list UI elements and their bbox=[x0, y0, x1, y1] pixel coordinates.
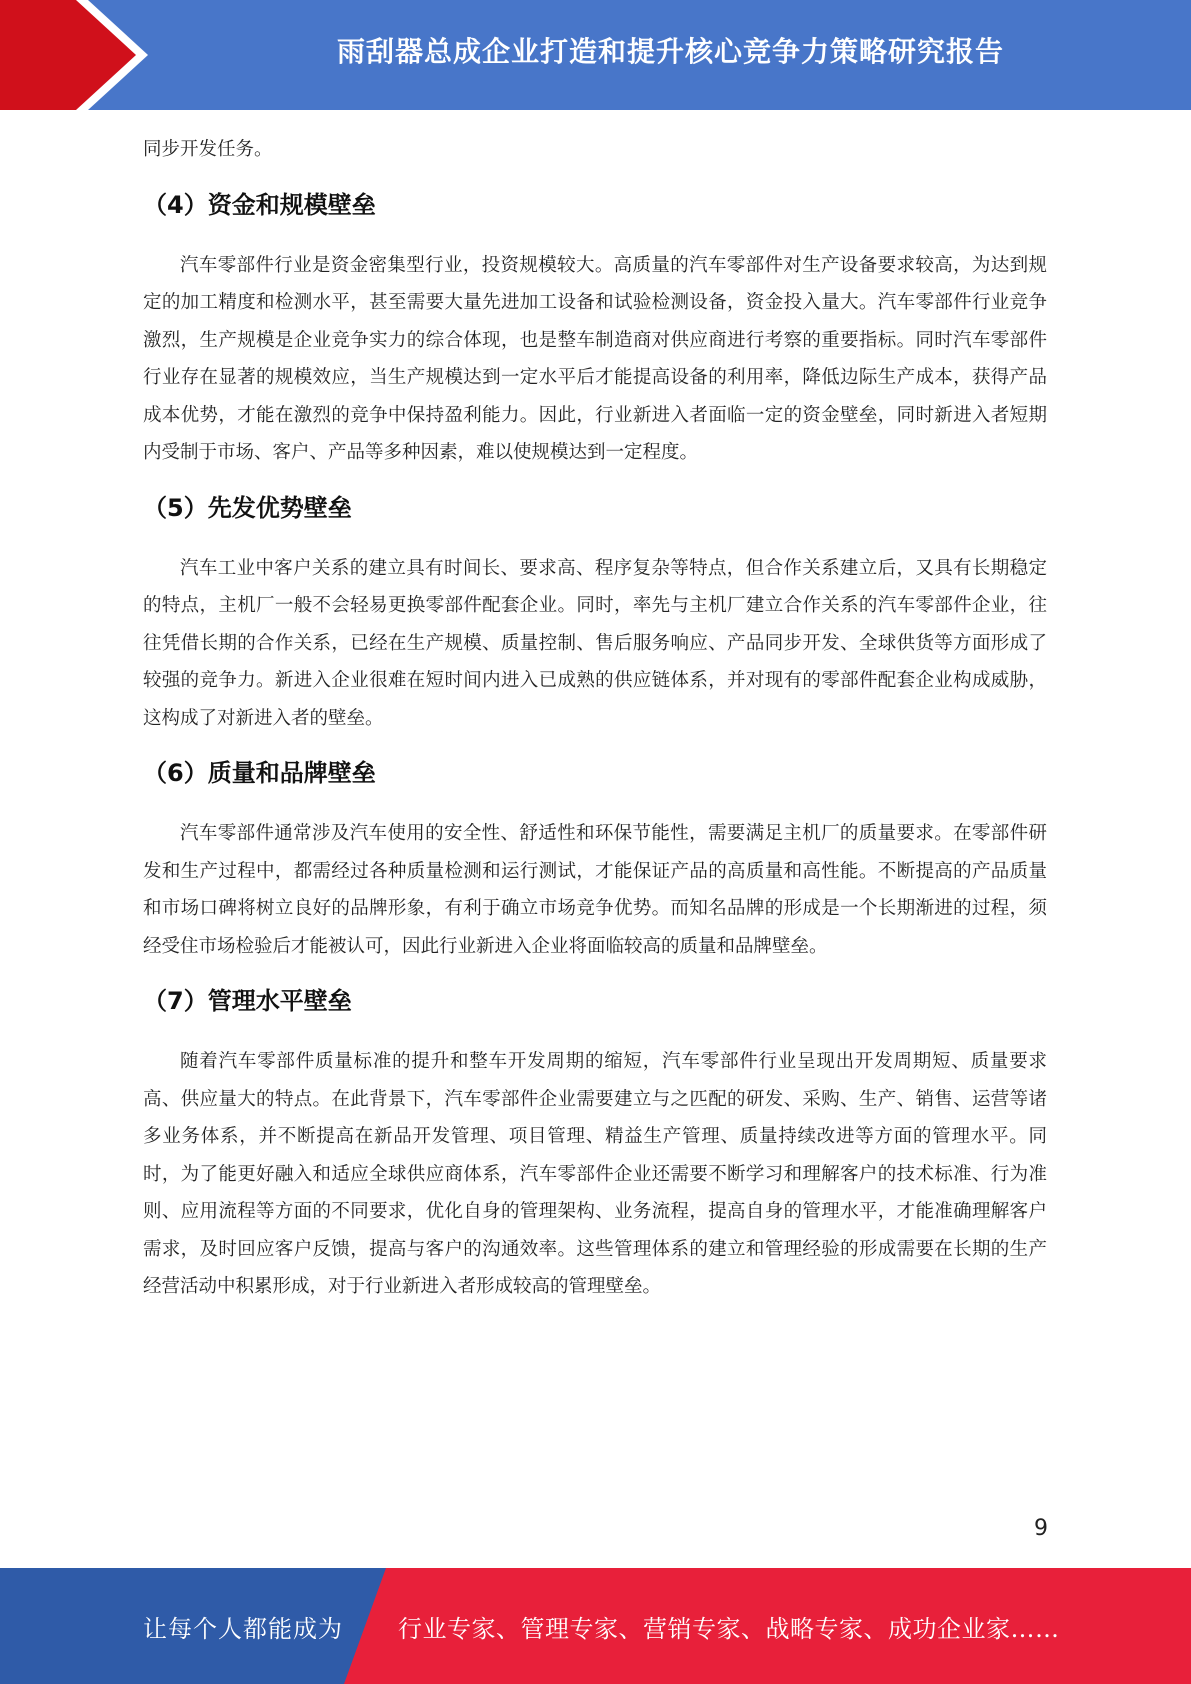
section-paragraph: 汽车零部件通常涉及汽车使用的安全性、舒适性和环保节能性，需要满足主机厂的质量要求。在零部件研发和生产过程中，都需经过各种质量检测和运行测试，才能保证产品的高质量和高性能。不断提高的产品质量和市场口碑将树立良好的品牌形象，有利于确立市场竞争优势。而知名品牌的形成是一个长期渐进的过程，须经受住市场检验后才能被认可，因此行业新进入企业将面临较高的质量和品牌壁垒。 bbox=[143, 823, 1047, 957]
red-chevron-icon bbox=[0, 0, 160, 110]
section-paragraph: 随着汽车零部件质量标准的提升和整车开发周期的缩短，汽车零部件行业呈现出开发周期短、质量要求高、供应量大的特点。在此背景下，汽车零部件企业需要建立与之匹配的研发、采购、生产、销售、运营等诸多业务体系，并不断提高在新品开发管理、项目管理、精益生产管理、质量持续改进等方面的管理水平。同时，为了能更好融入和适应全球供应商体系，汽车零部件企业还需要不断学习和理解客户的技术标准、行为准则、应用流程等方面的不同要求，优化自身的管理架构、业务流程，提高自身的管理水平，才能准确理解客户需求，及时回应客户反馈，提高与客户的沟通效率。这些管理体系的建立和管理经验的形成需要在长期的生产经营活动中积累形成，对于行业新进入者形成较高的管理壁垒。 bbox=[143, 1051, 1047, 1297]
page-footer bbox=[0, 1568, 1191, 1684]
section-heading: （5）先发优势壁垒 bbox=[143, 493, 352, 522]
section-heading: （7）管理水平壁垒 bbox=[143, 987, 352, 1015]
page-header bbox=[0, 0, 1191, 110]
section-paragraph: 汽车工业中客户关系的建立具有时间长、要求高、程序复杂等特点，但合作关系建立后，又具有长期稳定的特点，主机厂一般不会轻易更换零部件配套企业。同时，率先与主机厂建立合作关系的汽车零部件企业，往往凭借长期的合作关系，已经在生产规模、质量控制、售后服务响应、产品同步开发、全球供货等方面形成了较强的竞争力。新进入企业很难在短时间内进入已成熟的供应链体系，并对现有的零部件配套企业构成威胁，这构成了对新进入者的壁垒。 bbox=[143, 557, 1047, 729]
document-body bbox=[143, 131, 1047, 1306]
page-number: 9 bbox=[1034, 1516, 1048, 1541]
footer-expert-list: 行业专家、管理专家、营销专家、战略专家、成功企业家…… bbox=[398, 1614, 1060, 1643]
section-paragraph: 汽车零部件行业是资金密集型行业，投资规模较大。高质量的汽车零部件对生产设备要求较高，为达到规定的加工精度和检测水平，甚至需要大量先进加工设备和试验检测设备，资金投入量大。汽车零部件行业竞争激烈，生产规模是企业竞争实力的综合体现，也是整车制造商对供应商进行考察的重要指标。同时汽车零部件行业存在显著的规模效应，当生产规模达到一定水平后才能提高设备的利用率，降低边际生产成本，获得产品成本优势，才能在激烈的竞争中保持盈利能力。因此，行业新进入者面临一定的资金壁垒，同时新进入者短期内受制于市场、客户、产品等多种因素，难以使规模达到一定程度。 bbox=[143, 254, 1047, 463]
continued-paragraph: 同步开发任务。 bbox=[143, 139, 273, 160]
report-title: 雨刮器总成企业打造和提升核心竞争力策略研究报告 bbox=[336, 35, 1004, 68]
footer-slogan: 让每个人都能成为 bbox=[143, 1614, 343, 1643]
section-heading: （4）资金和规模壁垒 bbox=[143, 190, 376, 219]
section-heading: （6）质量和品牌壁垒 bbox=[143, 759, 376, 787]
